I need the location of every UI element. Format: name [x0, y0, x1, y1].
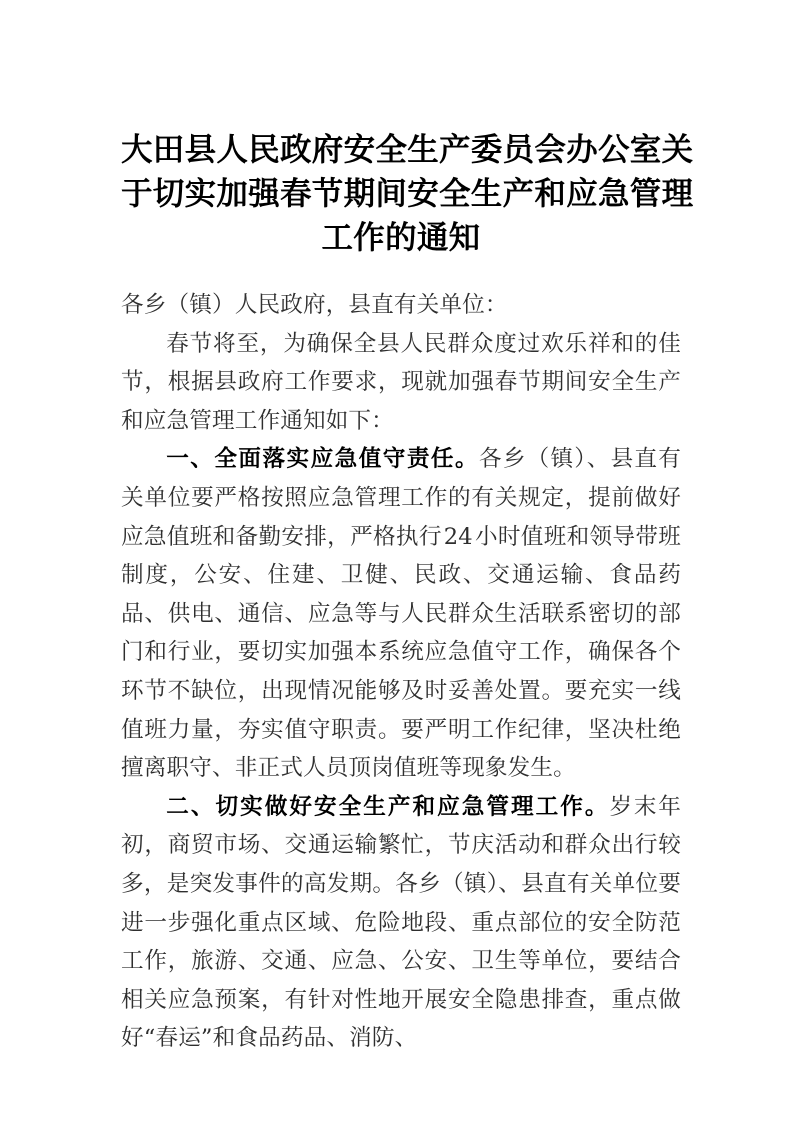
document-body [121, 260, 681, 1059]
document-title-line-3: 工作的通知 [321, 220, 481, 256]
document-title-line-1: 大田县人民政府安全生产委员会办公室关 [121, 132, 694, 168]
paragraph-section-one [121, 440, 681, 787]
section-one-heading: 一、全面落实应急值守责任。 [166, 446, 480, 473]
paragraph-section-two [121, 788, 681, 1058]
paragraph-preamble [121, 325, 681, 441]
addressee-text: 各乡（镇）人民政府，县直有关单位： [121, 292, 508, 318]
document-title-line-2: 于切实加强春节期间安全生产和应急管理 [121, 176, 694, 212]
section-two-text: 岁末年初，商贸市场、交通运输繁忙，节庆活动和群众出行较多，是突发事件的高发期。各乡（镇）、县直有关单位要进一步强化重点区域、危险地段、重点部位的安全防范工作，旅游、交通、应急、公安、卫生等单位，要结合相关应急预案，有针对性地开展安全隐患排查，重点做好“春运”和食品药品、消防、 [121, 793, 682, 1052]
page-bottom-clip [121, 1058, 681, 1059]
paragraph-addressee [121, 286, 681, 325]
section-one-text-after-number: 小时值班和领导带班制度，公安、住建、卫健、民政、交通运输、食品药品、供电、通信、应急等与人民群众生活联系密切的部门和行业，要切实加强本系统应急值守工作，确保各个环节不缺位，出现情况能够及时妥善处置。要充实一线值班力量，夯实值守职责。要严明工作纪律，坚决杜绝擅离职守、非正式人员顶岗值班等现象发生。 [121, 523, 681, 782]
document-title [121, 0, 694, 260]
section-one-number: 24 [443, 523, 473, 550]
document-content [121, 0, 694, 1059]
section-one-text-before-number: 各乡（镇）、县直有关单位要严格按照应急管理工作的有关规定，提前做好应急值班和备勤安排，严格执行 [121, 446, 681, 550]
section-two-heading: 二、切实做好安全生产和应急管理工作。 [166, 793, 610, 820]
preamble-text: 春节将至，为确保全县人民群众度过欢乐祥和的佳节，根据县政府工作要求，现就加强春节期间安全生产和应急管理工作通知如下： [121, 330, 681, 434]
